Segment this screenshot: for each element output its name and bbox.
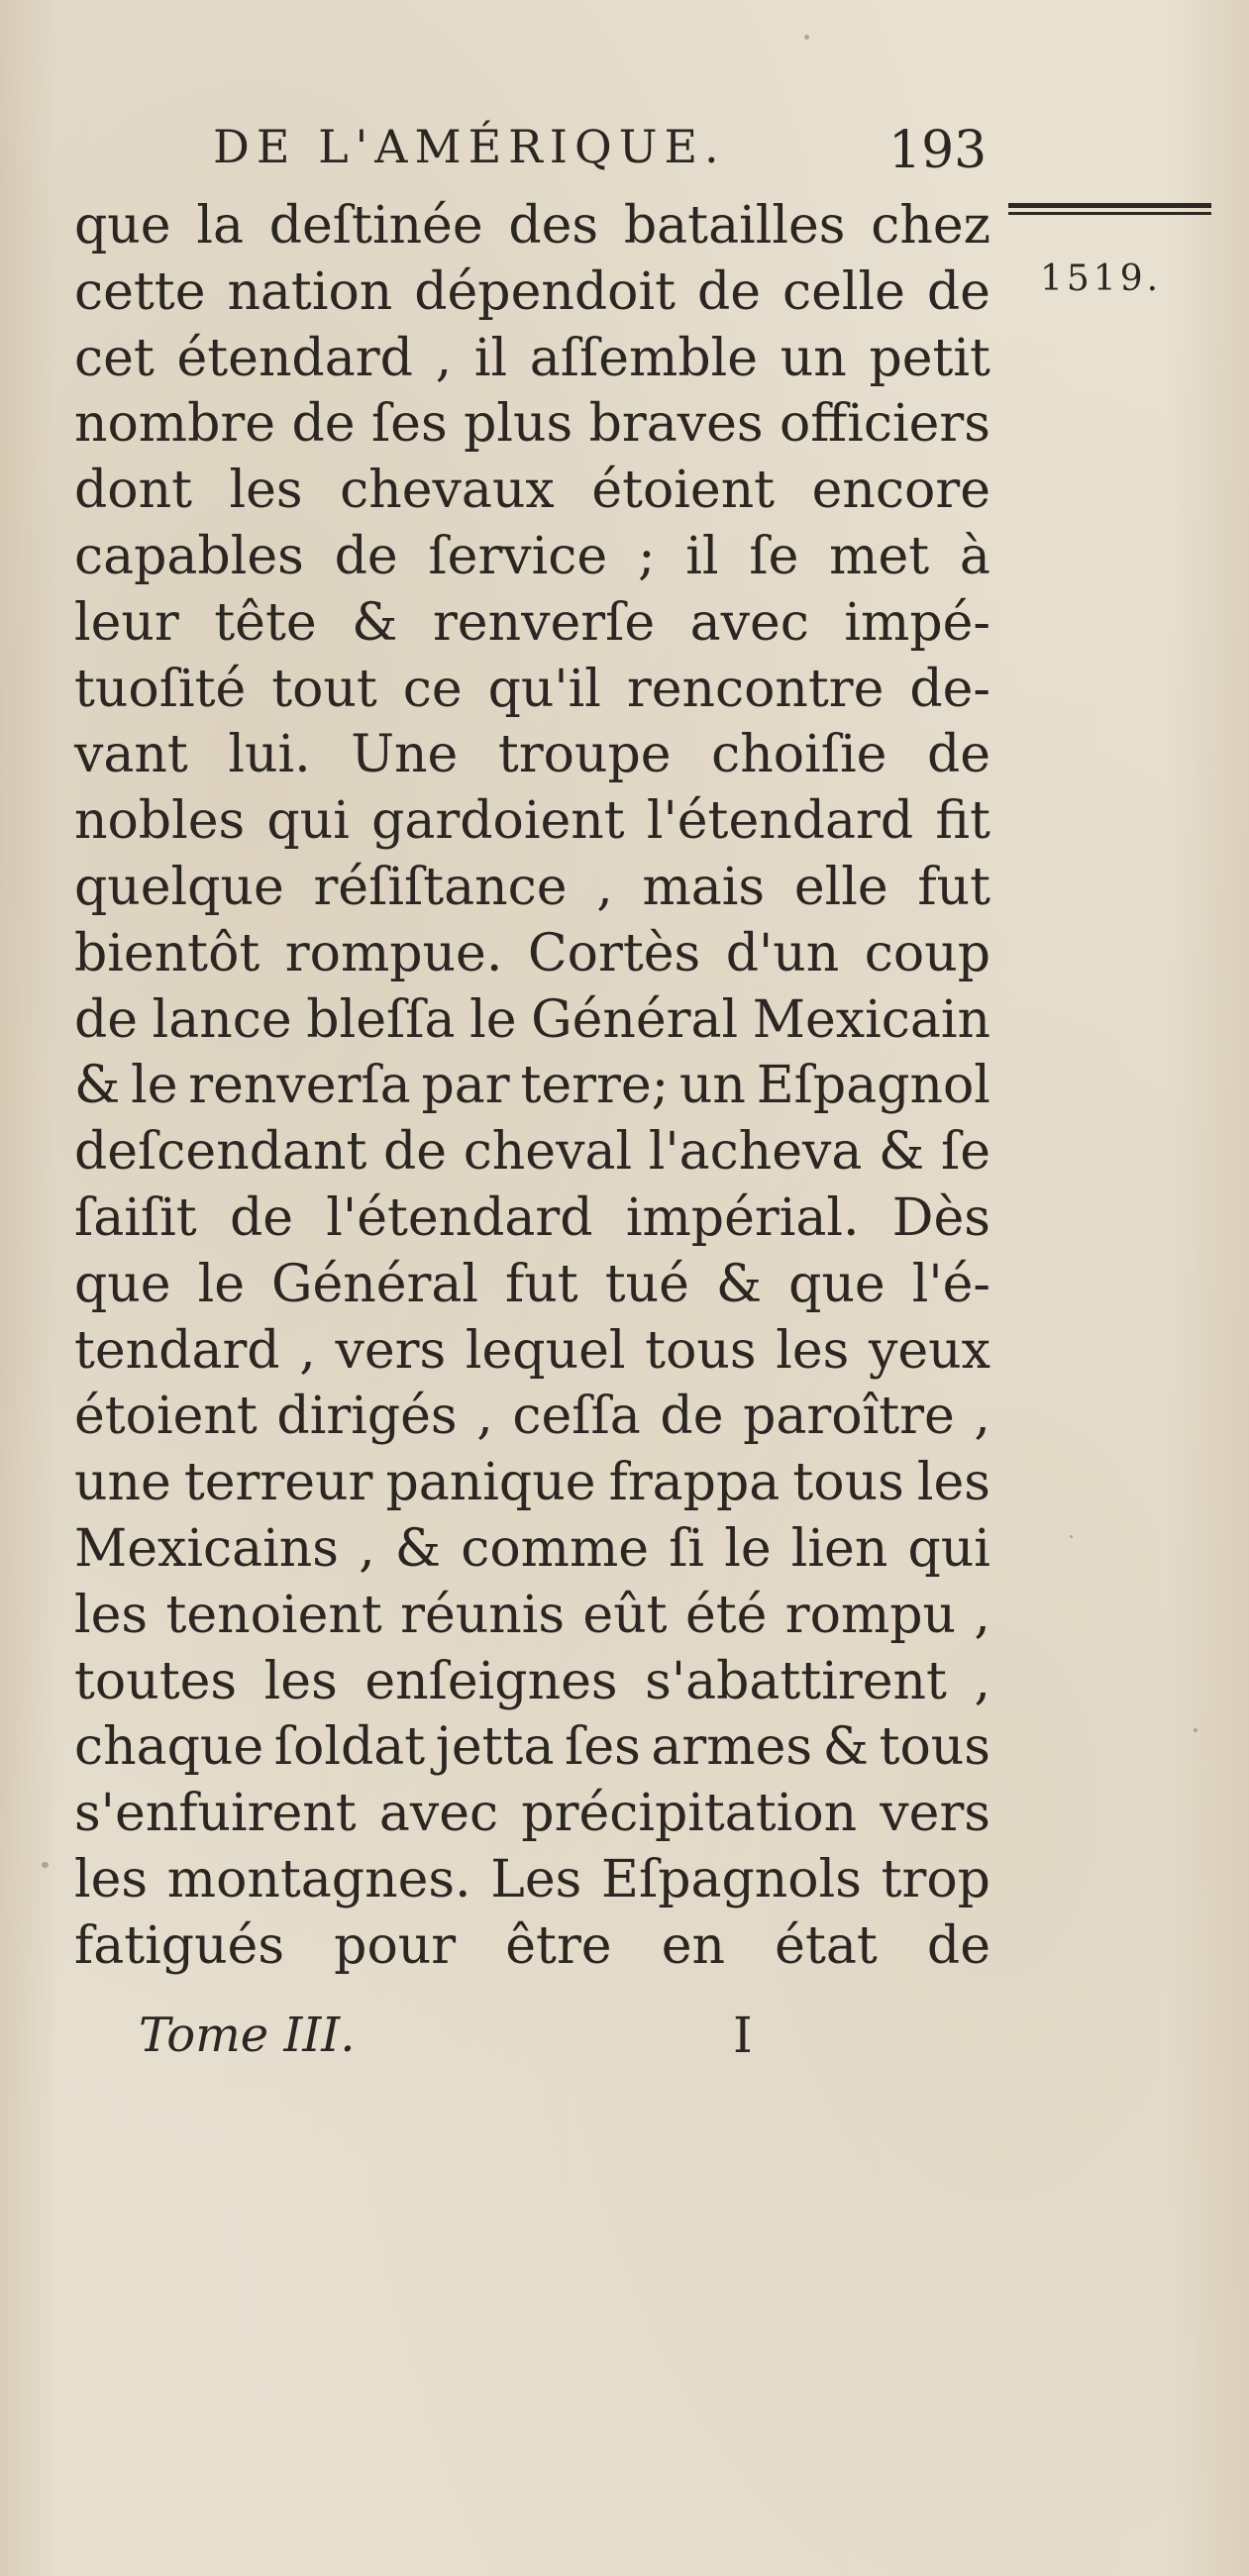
- word: Mexicains: [74, 1518, 339, 1579]
- text-line: [74, 326, 990, 392]
- text-line: [74, 590, 990, 657]
- paper-speck: [1070, 1535, 1073, 1538]
- word: un: [780, 328, 847, 388]
- word: ſe: [749, 526, 799, 586]
- word: ,: [299, 1320, 316, 1381]
- word: vers: [335, 1320, 447, 1381]
- word: mais: [642, 857, 766, 917]
- word: que: [788, 1254, 885, 1314]
- word: Eſpagnols: [600, 1849, 862, 1909]
- word: de-: [909, 659, 990, 719]
- text-line: [74, 1516, 990, 1583]
- word: l'étendard: [646, 791, 914, 852]
- word: être: [505, 1915, 612, 1976]
- word: pour: [334, 1915, 457, 1976]
- word: ſaiſit: [74, 1187, 197, 1248]
- word: leur: [74, 592, 179, 653]
- word: de: [926, 261, 990, 322]
- word: Mexicain: [752, 989, 990, 1050]
- word: paroître: [743, 1387, 955, 1447]
- word: le: [197, 1254, 245, 1314]
- word: avec: [378, 1784, 499, 1844]
- word: Dès: [891, 1187, 990, 1248]
- word: rompu: [784, 1585, 957, 1645]
- text-line: [74, 1252, 990, 1318]
- word: vers: [880, 1784, 990, 1844]
- word: le: [131, 1056, 178, 1116]
- word: de: [660, 1387, 724, 1447]
- word: Cortès: [527, 923, 701, 983]
- text-line: [74, 259, 990, 326]
- word: elle: [793, 857, 888, 917]
- word: chevaux: [340, 461, 555, 521]
- word: une: [74, 1453, 171, 1513]
- word: les: [229, 461, 303, 521]
- word: qui: [907, 1518, 990, 1579]
- word: avec: [689, 592, 809, 653]
- word: tuoſité: [74, 659, 247, 719]
- word: ſi: [669, 1518, 705, 1579]
- word: Général: [531, 989, 739, 1050]
- word: ,: [359, 1518, 375, 1579]
- word: eût: [582, 1585, 668, 1645]
- word: que: [74, 196, 171, 256]
- word: dépendoit: [414, 261, 676, 322]
- word: troupe: [497, 725, 672, 785]
- text-line: [74, 921, 990, 987]
- text-line: [74, 1053, 990, 1119]
- word: tenoient: [165, 1585, 382, 1645]
- word: comme: [461, 1518, 650, 1579]
- word: trop: [881, 1849, 990, 1909]
- running-head: [213, 117, 1005, 180]
- word: par: [421, 1056, 510, 1116]
- word: toutes: [74, 1651, 238, 1711]
- volume-signature: Tome III.: [139, 2008, 356, 2063]
- word: à: [959, 526, 990, 586]
- word: aſſemble: [529, 328, 759, 388]
- word: Général: [270, 1254, 479, 1314]
- word: tué: [604, 1254, 689, 1314]
- page-number: 193: [888, 121, 988, 180]
- word: tous: [879, 1717, 990, 1778]
- word: bleſſa: [306, 989, 456, 1050]
- word: s'abattirent: [645, 1651, 947, 1711]
- word: terreur: [183, 1453, 373, 1513]
- word: tendard: [74, 1320, 280, 1381]
- word: étendard: [176, 328, 413, 388]
- word: réſiſtance: [313, 857, 568, 917]
- text-line: [74, 722, 990, 788]
- word: lui.: [228, 725, 311, 785]
- word: de: [696, 261, 761, 322]
- word: braves: [588, 394, 764, 455]
- word: le: [724, 1518, 772, 1579]
- margin-double-rule: [1008, 203, 1211, 215]
- gathering-signature: I: [733, 2007, 753, 2064]
- word: quelque: [74, 857, 284, 917]
- word: terre;: [520, 1056, 670, 1116]
- word: impé-: [844, 592, 990, 653]
- word: été: [684, 1585, 768, 1645]
- word: les: [74, 1585, 149, 1645]
- word: &: [352, 592, 398, 653]
- text-line: [74, 1781, 990, 1847]
- word: en: [661, 1915, 726, 1976]
- word: yeux: [869, 1320, 990, 1381]
- word: ſes: [370, 394, 448, 455]
- word: tous: [645, 1320, 757, 1381]
- word: &: [74, 1056, 121, 1116]
- word: de: [926, 725, 990, 785]
- word: lance: [152, 989, 292, 1050]
- margin-year-note: 1519.: [1040, 258, 1163, 299]
- word: la: [196, 196, 244, 256]
- word: ;: [637, 526, 656, 586]
- word: plus: [464, 394, 573, 455]
- word: ſoldat: [273, 1717, 426, 1778]
- word: nobles: [74, 791, 246, 852]
- word: état: [775, 1915, 878, 1976]
- word: dont: [74, 461, 192, 521]
- word: rencontre: [626, 659, 885, 719]
- text-line: [74, 1185, 990, 1252]
- word: ſervice: [428, 526, 608, 586]
- word: met: [829, 526, 930, 586]
- word: nombre: [74, 394, 276, 455]
- word: fut: [917, 857, 990, 917]
- word: précipitation: [521, 1784, 858, 1844]
- word: fut: [505, 1254, 578, 1314]
- word: &: [715, 1254, 763, 1314]
- word: chez: [871, 196, 990, 256]
- word: nation: [227, 261, 393, 322]
- text-line: [74, 1450, 990, 1516]
- word: fit: [935, 791, 990, 852]
- word: de: [926, 1915, 990, 1976]
- word: tout: [271, 659, 377, 719]
- word: deſtinée: [268, 196, 483, 256]
- word: encore: [811, 461, 990, 521]
- word: que: [74, 1254, 171, 1314]
- word: chaque: [74, 1717, 264, 1778]
- text-line: [74, 855, 990, 921]
- word: de: [291, 394, 356, 455]
- word: dirigés: [276, 1387, 458, 1447]
- word: &: [822, 1717, 869, 1778]
- word: l'étendard: [326, 1187, 593, 1248]
- word: ,: [435, 328, 453, 388]
- text-line: [74, 788, 990, 855]
- word: les: [74, 1849, 149, 1909]
- word: ,: [974, 1651, 990, 1711]
- word: deſcendant: [74, 1122, 367, 1183]
- word: lien: [790, 1518, 888, 1579]
- word: gardoient: [371, 791, 625, 852]
- word: coup: [864, 923, 990, 983]
- word: de: [334, 526, 398, 586]
- word: tête: [214, 592, 317, 653]
- word: étoient: [74, 1387, 258, 1447]
- word: de: [229, 1187, 293, 1248]
- word: qui: [266, 791, 350, 852]
- word: fatigués: [74, 1915, 285, 1976]
- word: les: [916, 1453, 990, 1513]
- word: cet: [74, 328, 155, 388]
- word: s'enfuirent: [74, 1784, 357, 1844]
- word: &: [394, 1518, 442, 1579]
- text-line: [74, 458, 990, 524]
- word: ,: [596, 857, 613, 917]
- text-line: [74, 657, 990, 723]
- word: Les: [490, 1849, 582, 1909]
- text-line: [74, 1119, 990, 1185]
- word: tous: [792, 1453, 904, 1513]
- word: choiſie: [711, 725, 887, 785]
- word: il: [685, 526, 719, 586]
- word: cheval: [463, 1122, 633, 1183]
- word: ceſſa: [512, 1387, 641, 1447]
- word: panique: [385, 1453, 596, 1513]
- paper-speck: [804, 35, 809, 40]
- word: rompue.: [284, 923, 503, 983]
- word: Eſpagnol: [756, 1056, 990, 1116]
- word: ,: [974, 1585, 990, 1645]
- word: il: [473, 328, 508, 388]
- word: réunis: [400, 1585, 566, 1645]
- word: des: [508, 196, 599, 256]
- word: étoient: [591, 461, 776, 521]
- word: jetta: [435, 1717, 555, 1778]
- word: ſe: [940, 1122, 990, 1183]
- word: ,: [974, 1387, 990, 1447]
- word: de: [383, 1122, 448, 1183]
- page-footer: [139, 2001, 782, 2070]
- text-line: [74, 193, 990, 259]
- word: l'acheva: [648, 1122, 863, 1183]
- word: lequel: [465, 1320, 626, 1381]
- word: un: [678, 1056, 746, 1116]
- text-line: [74, 1649, 990, 1715]
- text-line: [74, 1318, 990, 1385]
- text-line: [74, 524, 990, 590]
- word: &: [879, 1122, 925, 1183]
- word: qu'il: [487, 659, 601, 719]
- word: les: [776, 1320, 850, 1381]
- word: petit: [869, 328, 990, 388]
- word: montagnes.: [166, 1849, 471, 1909]
- word: l'é-: [911, 1254, 990, 1314]
- word: ce: [402, 659, 463, 719]
- word: le: [469, 989, 517, 1050]
- word: frappa: [608, 1453, 781, 1513]
- word: capables: [74, 526, 304, 586]
- word: cette: [74, 261, 206, 322]
- word: ſes: [565, 1717, 641, 1778]
- word: vant: [74, 725, 188, 785]
- word: batailles: [623, 196, 846, 256]
- text-line: [74, 987, 990, 1054]
- word: les: [263, 1651, 338, 1711]
- text-line: [74, 1583, 990, 1649]
- text-line: [74, 1913, 990, 1980]
- word: ,: [476, 1387, 493, 1447]
- word: armes: [651, 1717, 813, 1778]
- paper-speck: [42, 1862, 49, 1868]
- running-head-title: DE L'AMÉRIQUE.: [213, 120, 726, 173]
- word: impérial.: [625, 1187, 860, 1248]
- text-line: [74, 1847, 990, 1913]
- text-line: [74, 1714, 990, 1781]
- word: de: [74, 989, 139, 1050]
- word: officiers: [780, 394, 990, 455]
- word: d'un: [725, 923, 840, 983]
- word: bientôt: [74, 923, 260, 983]
- word: renverſa: [188, 1056, 411, 1116]
- word: Une: [351, 725, 459, 785]
- word: renverſe: [432, 592, 656, 653]
- word: celle: [781, 261, 905, 322]
- text-line: [74, 1384, 990, 1450]
- text-line: [74, 391, 990, 458]
- body-text: [74, 193, 990, 1980]
- paper-speck: [1194, 1728, 1197, 1732]
- word: enſeignes: [364, 1651, 618, 1711]
